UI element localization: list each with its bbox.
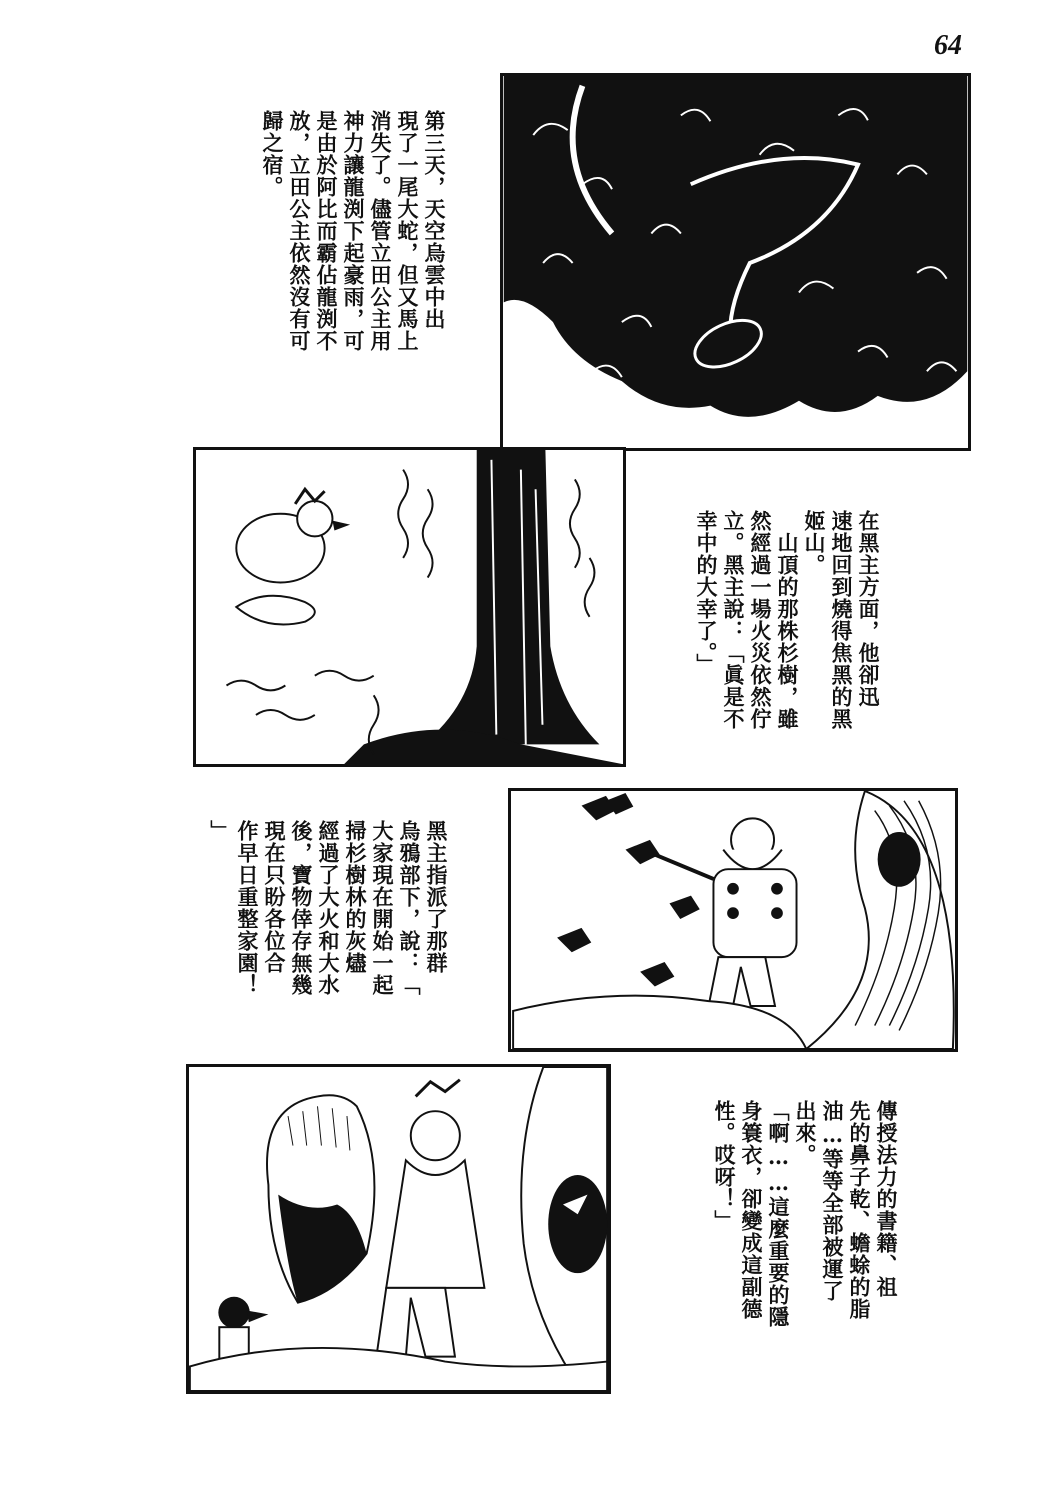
caption-line: 掃杉樹林的灰燼 bbox=[343, 820, 368, 974]
caption-line: 神力讓龍渕下起豪雨，可 bbox=[341, 110, 366, 352]
caption-line: 是由於阿比而霸佔龍渕不 bbox=[314, 110, 339, 352]
caption-line: 幸中的大幸了。」 bbox=[694, 510, 719, 676]
caption-line: 後，寶物倖存無幾 bbox=[289, 820, 314, 996]
caption-line: 經過了大火和大水 bbox=[316, 820, 341, 996]
caption-line: 「啊……這麼重要的隱 bbox=[766, 1100, 791, 1328]
panel-storm-serpent bbox=[500, 73, 971, 451]
caption-panel-1 bbox=[259, 110, 448, 410]
caption-line: 第三天，天空烏雲中出 bbox=[422, 110, 447, 330]
caption-line: 然經過一場火災依然佇 bbox=[748, 510, 773, 730]
panel-crows bbox=[508, 788, 958, 1052]
caption-line: 放，立田公主依然沒有可 bbox=[287, 110, 312, 352]
caption-line: 現了一尾大蛇，但又馬上 bbox=[395, 110, 420, 352]
caption-line: 大家現在開始一起 bbox=[370, 820, 395, 996]
caption-line: 作早日重整家園！ bbox=[235, 820, 260, 996]
caption-line: 先的鼻子乾、蟾蜍的脂 bbox=[847, 1100, 872, 1320]
caption-line: 出來。 bbox=[793, 1100, 818, 1166]
tree-smoke-illustration bbox=[196, 450, 623, 764]
caption-line: 立。黑主說：「眞是不 bbox=[721, 510, 746, 730]
caption-line: 黑主指派了那群 bbox=[424, 820, 449, 974]
caption-line: 性。哎呀！」 bbox=[712, 1100, 737, 1232]
caption-line: 現在只盼各位合 bbox=[262, 820, 287, 974]
panel-tree-smoke bbox=[193, 447, 626, 767]
caption-line: 」 bbox=[208, 820, 233, 842]
caption-line: 身簑衣，卻變成這副德 bbox=[739, 1100, 764, 1320]
caption-panel-2 bbox=[693, 510, 882, 780]
caption-panel-4 bbox=[711, 1100, 900, 1370]
caption-line: 油…等等全部被運了 bbox=[820, 1100, 845, 1302]
caption-line: 在黑主方面，他卻迅 bbox=[856, 510, 881, 708]
page-number: 64 bbox=[934, 30, 962, 61]
caption-line: 山頂的那株杉樹，雖 bbox=[775, 510, 800, 730]
caption-line: 傳授法力的書籍、祖 bbox=[874, 1100, 899, 1298]
caption-line: 姬山。 bbox=[802, 510, 827, 576]
cloak-illustration bbox=[189, 1067, 608, 1391]
caption-line: 速地回到燒得焦黑的黑 bbox=[829, 510, 854, 730]
caption-line: 歸之宿。 bbox=[260, 110, 285, 198]
caption-line: 消失了。儘管立田公主用 bbox=[368, 110, 393, 352]
storm-serpent-illustration bbox=[503, 76, 968, 448]
caption-line: 烏鴉部下，說：「 bbox=[397, 820, 422, 996]
panel-cloak bbox=[186, 1064, 611, 1394]
caption-panel-3 bbox=[207, 820, 450, 1035]
crows-illustration bbox=[511, 791, 955, 1049]
